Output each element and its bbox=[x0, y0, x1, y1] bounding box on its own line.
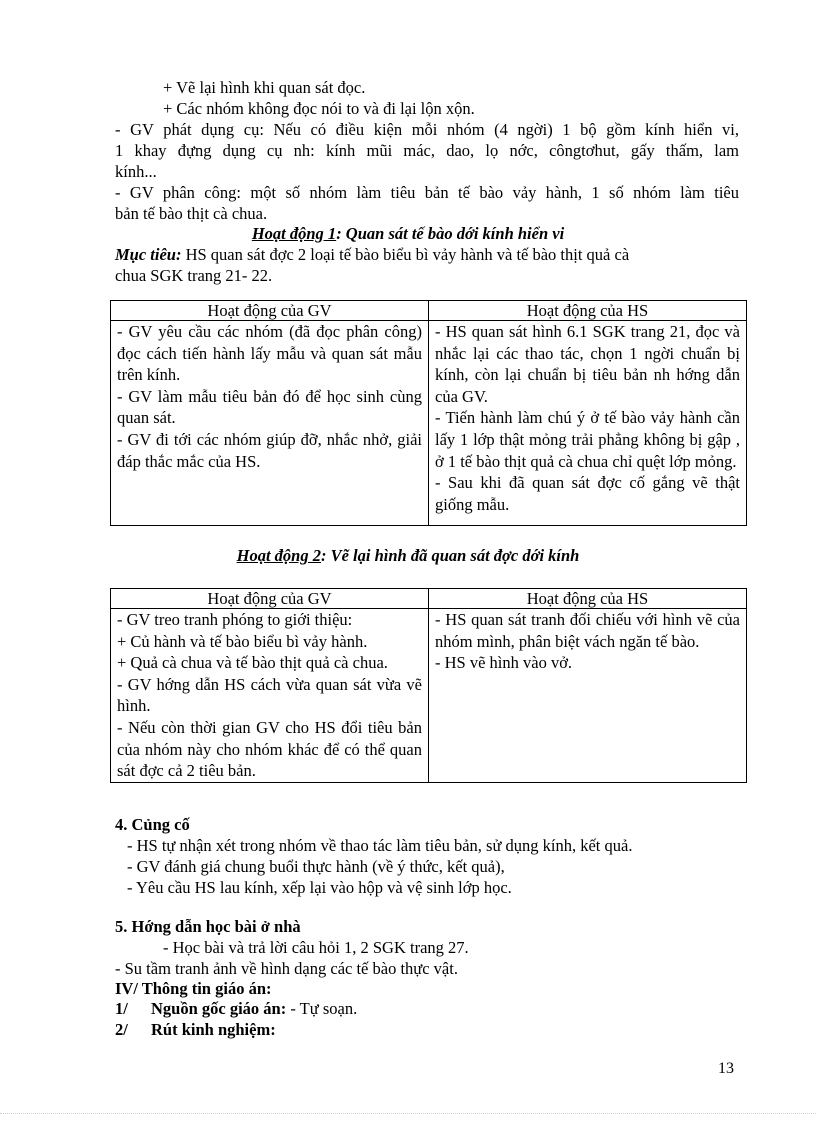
info-item-value: - Tự soạn. bbox=[286, 999, 358, 1018]
table-row bbox=[111, 321, 747, 526]
table-row bbox=[111, 609, 747, 783]
activity1-title-rest: : Quan sát tế bào dới kính hiển vi bbox=[336, 224, 565, 243]
gv-item: - Nếu còn thời gian GV cho HS đổi tiêu bản của nhóm này cho nhóm khác để có thể quan sát đợc cả 2 tiêu bản. bbox=[117, 717, 422, 781]
footer-divider bbox=[0, 1113, 816, 1114]
intro-line: + Các nhóm không đọc nói to và đi lại lộn xộn. bbox=[163, 99, 475, 118]
hs-cell bbox=[429, 321, 747, 526]
intro-line: - GV phân công: một số nhóm làm tiêu bản tế bào vảy hành, 1 số nhóm làm tiêu bbox=[115, 183, 739, 202]
gv-item: - GV treo tranh phóng to giới thiệu: bbox=[117, 610, 353, 629]
info-item-number: 1/ bbox=[115, 999, 128, 1018]
activity1-title bbox=[0, 224, 816, 244]
section5-item: - Su tầm tranh ảnh về hình dạng các tế bào thực vật. bbox=[115, 959, 458, 978]
intro-line: bản tế bào thịt cà chua. bbox=[115, 204, 268, 223]
gv-item: - GV hớng dẫn HS cách vừa quan sát vừa vẽ hình. bbox=[117, 674, 422, 716]
section5-heading: 5. Hớng dẫn học bài ở nhà bbox=[115, 917, 301, 936]
activity2-title-rest: : Vẽ lại hình đã quan sát đợc dới kính bbox=[320, 546, 580, 565]
activity1-title-label: Hoạt động 1 bbox=[251, 224, 337, 243]
page-number: 13 bbox=[718, 1060, 734, 1077]
section4-item: - GV đánh giá chung buổi thực hành (về ý thức, kết quả), bbox=[127, 857, 505, 876]
gv-item: + Củ hành và tế bào biểu bì vảy hành. bbox=[117, 631, 368, 651]
hs-item: - HS vẽ hình vào vở. bbox=[435, 653, 573, 673]
section4-item: - HS tự nhận xét trong nhóm về thao tác làm tiêu bản, sử dụng kính, kết quả. bbox=[127, 836, 633, 855]
intro-line: + Vẽ lại hình khi quan sát đọc. bbox=[163, 78, 366, 97]
hs-item: - HS quan sát tranh đối chiếu với hình vẽ của nhóm mình, phân biệt vách ngăn tế bào. bbox=[435, 610, 740, 651]
col-hs-header: Hoạt động của HS bbox=[429, 589, 747, 609]
col-hs-header: Hoạt động của HS bbox=[429, 301, 747, 321]
section4-item: - Yêu cầu HS lau kính, xếp lại vào hộp và vệ sinh lớp học. bbox=[127, 878, 512, 897]
section4-heading: 4. Củng cố bbox=[115, 815, 190, 834]
activity1-objective bbox=[115, 245, 629, 265]
hs-item: - Tiến hành làm chú ý ở tế bào vảy hành cần lấy 1 lớp thật mỏng trải phẳng không bị gập , ở 1 tế bào thịt quả cà chua chỉ quệt lớp mỏng. bbox=[435, 408, 740, 471]
gv-cell bbox=[111, 321, 429, 526]
intro-line: kính... bbox=[115, 162, 157, 181]
gv-item: - GV làm mẫu tiêu bản đó để học sinh cùng quan sát. bbox=[117, 386, 422, 428]
info-item-number: 2/ bbox=[115, 1020, 128, 1039]
objective-label: Mục tiêu: bbox=[115, 245, 182, 264]
activity1-table bbox=[110, 300, 747, 526]
info-item-label: Rút kinh nghiệm: bbox=[151, 1020, 276, 1039]
intro-line: 1 khay đựng dụng cụ nh: kính mũi mác, dao, lọ nớc, côngtơhut, gấy thấm, lam bbox=[115, 141, 739, 160]
activity2-title-label: Hoạt động 2 bbox=[236, 546, 321, 565]
objective-text: HS quan sát đợc 2 loại tế bào biểu bì vảy hành và tế bào thịt quả cà bbox=[181, 245, 630, 264]
hs-cell bbox=[429, 609, 747, 783]
table-header-row bbox=[111, 301, 747, 321]
col-gv-header: Hoạt động của GV bbox=[111, 301, 429, 321]
section5-item: - Học bài và trả lời câu hỏi 1, 2 SGK trang 27. bbox=[163, 938, 469, 957]
col-gv-header: Hoạt động của GV bbox=[111, 589, 429, 609]
gv-item: + Quả cà chua và tế bào thịt quả cà chua. bbox=[117, 653, 388, 673]
info-heading: IV/ Thông tin giáo án: bbox=[115, 979, 272, 998]
activity2-table bbox=[110, 588, 747, 783]
table-header-row bbox=[111, 589, 747, 609]
intro-line: - GV phát dụng cụ: Nếu có điều kiện mỗi nhóm (4 ngời) 1 bộ gồm kính hiển vi, bbox=[115, 120, 739, 139]
hs-item: - HS quan sát hình 6.1 SGK trang 21, đọc và nhắc lại các thao tác, chọn 1 ngời chuẩn bị kính, còn lại chuẩn bị tiêu bản nh hớng dẫn của GV. bbox=[435, 322, 740, 406]
activity1-objective-line2: chua SGK trang 21- 22. bbox=[115, 266, 273, 285]
info-item-source bbox=[115, 999, 357, 1019]
info-item-label: Nguồn gốc giáo án: bbox=[151, 999, 287, 1018]
gv-item: - GV yêu cầu các nhóm (đã đọc phân công) đọc cách tiến hành lấy mẫu và quan sát mẫu trên kính. bbox=[117, 322, 422, 385]
activity2-title bbox=[0, 546, 816, 566]
hs-item: - Sau khi đã quan sát đợc cố gắng vẽ thật giống mẫu. bbox=[435, 473, 740, 514]
gv-item: - GV đi tới các nhóm giúp đỡ, nhắc nhở, giải đáp thắc mắc của HS. bbox=[117, 429, 422, 471]
info-item-experience bbox=[115, 1020, 276, 1040]
gv-cell bbox=[111, 609, 429, 783]
